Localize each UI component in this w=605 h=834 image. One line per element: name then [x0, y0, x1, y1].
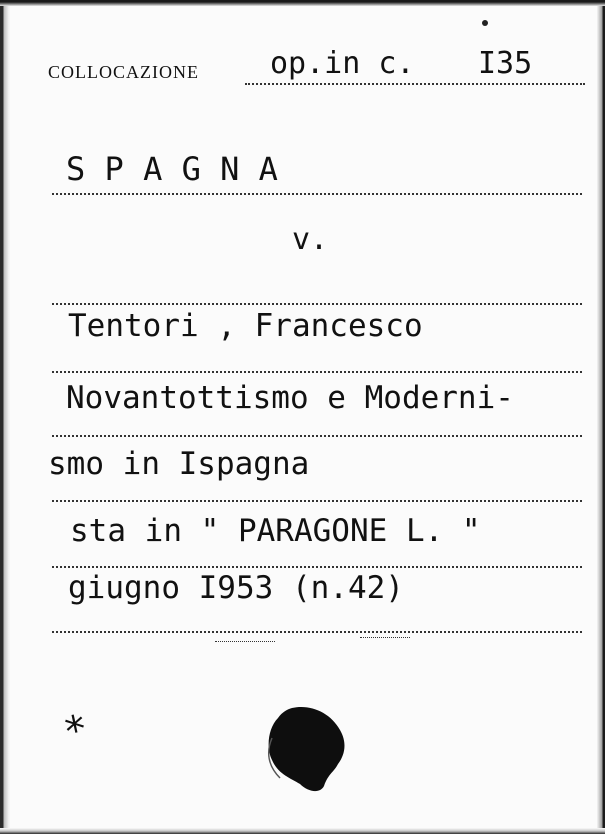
title-line-1: Novantottismo e Moderni- — [66, 380, 514, 416]
see-reference: v. — [292, 222, 329, 257]
card-bottom-edge — [0, 828, 605, 834]
source-line-1: sta in " PARAGONE L. " — [70, 513, 481, 549]
collocazione-label: COLLOCAZIONE — [48, 62, 199, 82]
source-line-2: giugno I953 (n.42) — [68, 570, 404, 606]
handwritten-mark: * — [59, 705, 93, 757]
card-top-edge — [0, 0, 605, 6]
title-line-2: smo in Ispagna — [48, 446, 310, 482]
collocazione-number: I35 — [478, 46, 533, 81]
subject-rule — [52, 193, 582, 195]
card-right-edge — [597, 0, 605, 834]
rule-2 — [52, 371, 582, 373]
ink-dot — [482, 20, 488, 26]
rule-5 — [52, 566, 582, 568]
faint-mark-1 — [215, 641, 275, 642]
subject-heading: S P A G N A — [66, 150, 278, 188]
rule-6 — [52, 631, 582, 633]
collocazione-rule — [245, 83, 585, 85]
rule-1 — [52, 303, 582, 305]
rule-3 — [52, 435, 582, 437]
collocazione-value: op.in c. — [270, 46, 415, 81]
card-left-edge — [0, 0, 10, 834]
ink-blot — [262, 704, 356, 794]
author: Tentori , Francesco — [68, 308, 423, 344]
rule-4 — [52, 500, 582, 502]
faint-mark-2 — [360, 637, 410, 638]
